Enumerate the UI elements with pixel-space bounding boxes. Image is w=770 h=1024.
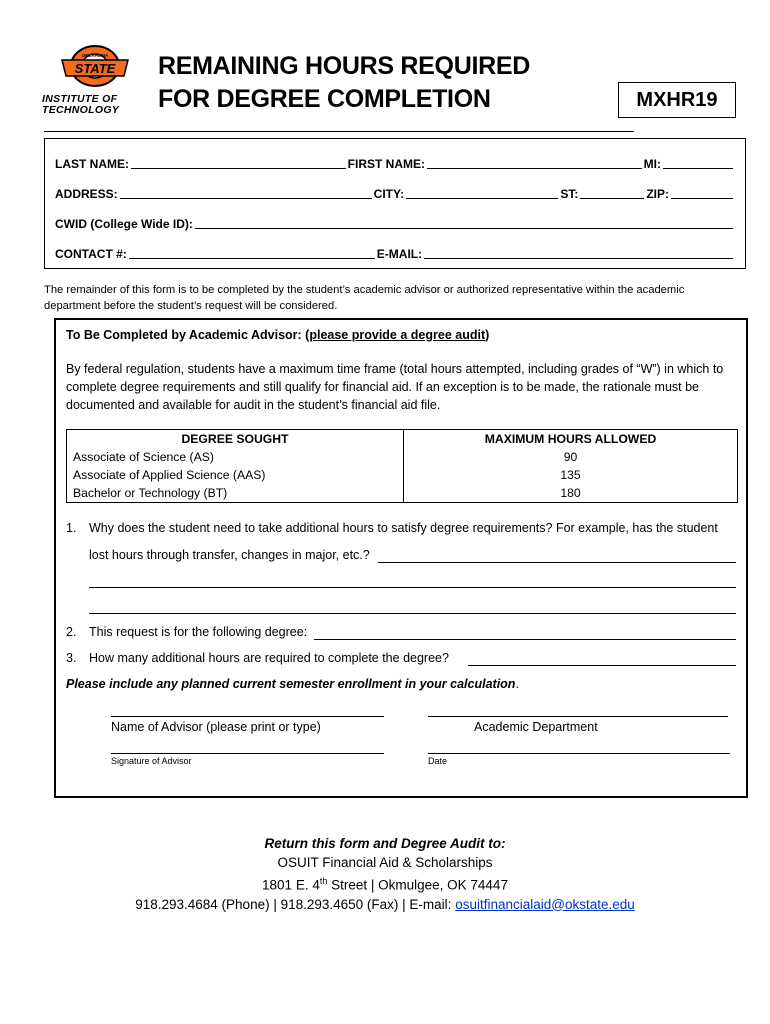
footer-heading: Return this form and Degree Audit to: (264, 836, 506, 851)
mi-label: MI: (643, 157, 661, 171)
last-name-field[interactable] (131, 168, 346, 169)
advisor-section (54, 318, 748, 798)
department-line[interactable] (428, 716, 728, 717)
email-label: E-MAIL: (376, 247, 423, 261)
table-row (67, 484, 738, 503)
table-header-row (67, 430, 738, 449)
zip-label: ZIP: (646, 187, 669, 201)
city-label: CITY: (373, 187, 405, 201)
cwid-field[interactable] (195, 228, 733, 229)
planned-enrollment-bold: Please include any planned current semester enrollment in your calculation (66, 677, 516, 691)
advisor-heading-prefix: To Be Completed by Academic Advisor: ( (66, 328, 310, 342)
address-row (55, 187, 735, 201)
footer-contact (0, 895, 770, 914)
email-link[interactable]: osuitfinancialaid@okstate.edu (455, 896, 635, 912)
degree-cell: Bachelor or Technology (BT) (67, 484, 404, 503)
degree-audit-note: please provide a degree audit (309, 328, 486, 342)
st-field[interactable] (580, 198, 644, 199)
hours-cell: 180 (404, 484, 738, 503)
advisor-name-line[interactable] (111, 716, 384, 717)
logo-line2: TECHNOLOGY (42, 104, 120, 116)
q1-answer-line[interactable] (89, 587, 736, 588)
q3-text: How many additional hours are required to complete the degree? (89, 651, 449, 665)
zip-field[interactable] (671, 198, 733, 199)
planned-enrollment-period: . (515, 677, 519, 691)
footer-address-pre: 1801 E. 4 (262, 877, 320, 893)
instruction-note: The remainder of this form is to be completed by the student’s academic advisor or authorized representative within the academic department before the student’s request will be considered. (44, 284, 685, 312)
footer-address (0, 872, 770, 895)
table-header: MAXIMUM HOURS ALLOWED (404, 430, 738, 449)
address-label: ADDRESS: (55, 187, 118, 201)
q2-answer-line[interactable] (314, 639, 736, 640)
department-label: Academic Department (474, 720, 598, 734)
first-name-label: FIRST NAME: (347, 157, 425, 171)
mi-field[interactable] (663, 168, 733, 169)
advisor-name-label: Name of Advisor (please print or type) (111, 720, 321, 734)
email-field[interactable] (424, 258, 733, 259)
last-name-label: LAST NAME: (55, 157, 129, 171)
q3-number: 3. (66, 651, 77, 665)
q1-text: Why does the student need to take additional hours to satisfy degree requirements? For example, has the student (89, 521, 718, 535)
footer-address-sup: th (319, 876, 328, 886)
svg-text:STATE: STATE (74, 61, 116, 76)
q1-answer-line[interactable] (89, 613, 736, 614)
q1-answer-line[interactable] (378, 562, 736, 563)
table-header: DEGREE SOUGHT (67, 430, 404, 449)
svg-text:OKLAHOMA: OKLAHOMA (81, 53, 109, 58)
date-line[interactable] (428, 753, 730, 754)
degree-table (66, 429, 738, 503)
first-name-field[interactable] (427, 168, 642, 169)
contact-row (55, 247, 735, 261)
title-line2: FOR DEGREE COMPLETION (158, 85, 491, 113)
osu-logo (40, 44, 138, 120)
q1-number: 1. (66, 521, 77, 535)
cwid-label: CWID (College Wide ID): (55, 217, 193, 231)
page-title (158, 50, 530, 116)
date-label: Date (428, 756, 448, 766)
degree-cell: Associate of Science (AS) (67, 448, 404, 466)
st-label: ST: (560, 187, 579, 201)
footer-org: OSUIT Financial Aid & Scholarships (277, 855, 493, 870)
signature-line[interactable] (111, 753, 384, 754)
contact-field[interactable] (129, 258, 375, 259)
hours-cell: 90 (404, 448, 738, 466)
q1-text-cont: lost hours through transfer, changes in major, etc.? (89, 548, 370, 562)
advisor-heading-suffix: ) (485, 328, 490, 342)
q3-answer-line[interactable] (468, 665, 736, 666)
contact-label: CONTACT #: (55, 247, 127, 261)
address-field[interactable] (120, 198, 372, 199)
header-divider (44, 131, 634, 132)
q2-text: This request is for the following degree: (89, 625, 308, 639)
table-row (67, 448, 738, 466)
footer-phones: 918.293.4684 (Phone) | 918.293.4650 (Fax) | E-mail: (135, 896, 456, 912)
signature-label: Signature of Advisor (111, 756, 192, 766)
logo-line1: INSTITUTE OF (42, 93, 118, 105)
city-field[interactable] (406, 198, 558, 199)
hours-cell: 135 (404, 466, 738, 484)
cwid-row (55, 217, 735, 231)
table-row (67, 466, 738, 484)
q2-number: 2. (66, 625, 77, 639)
name-row (55, 157, 735, 171)
footer-address-post: Street | Okmulgee, OK 74447 (327, 877, 508, 893)
planned-enrollment-note (66, 677, 519, 691)
footer (0, 834, 770, 914)
form-code-box: MXHR19 (618, 82, 736, 118)
advisor-heading (66, 326, 489, 344)
title-line1: REMAINING HOURS REQUIRED (158, 52, 530, 80)
degree-cell: Associate of Applied Science (AAS) (67, 466, 404, 484)
federal-regulation-paragraph: By federal regulation, students have a maximum time frame (total hours attempted, including grades of “W”) in which to complete degree requirements and still qualify for financial aid. If an exception is to be made, the rationale must be documented and available for audit in the student’s financial aid file. (66, 362, 724, 412)
student-info-box (44, 138, 746, 269)
